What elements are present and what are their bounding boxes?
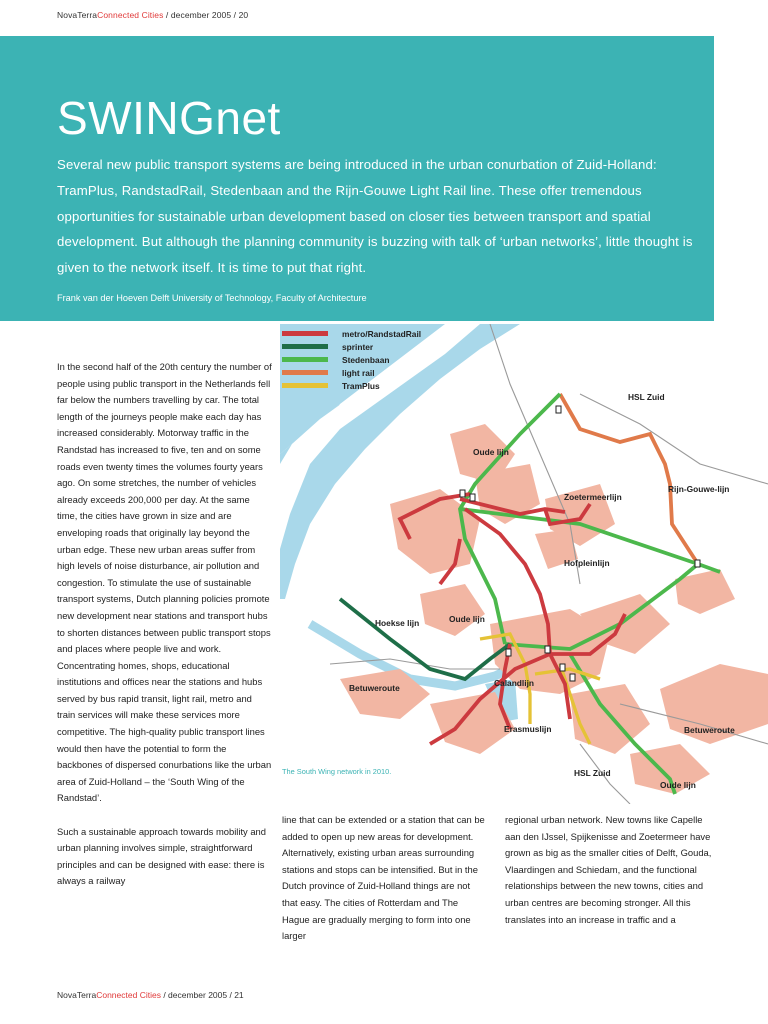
body-paragraph: line that can be extended or a station that can be added to open up new areas for development. Alternatively, existing urban areas surrounding stations and stops can be intensified. But in the Dutch province of Zuid-Holland things are not that easy. The cities of Rotterdam and The Hague are gradually merging to form into one larger [282, 814, 485, 942]
station-icon [460, 490, 465, 497]
map-label-rijn-gouwe-lijn: Rijn-Gouwe-lijn [668, 484, 730, 494]
article-lead: Several new public transport systems are being introduced in the urban conurbation of Zuid-Holland: TramPlus, RandstadRail, Stedenbaan and the Rijn-Gouwe Light Rail line. These offer tremendous opportunities for sustainable urban development based on closer ties between transport and spatial development. But although the planning community is buzzing with talk of ‘urban networks’, little thought is given to the network itself. It is time to put that right. [57, 157, 693, 276]
legend-label: sprinter [342, 342, 374, 352]
station-icon [556, 406, 561, 413]
article-title: SWINGnet [57, 92, 281, 144]
map-label-hoekse-lijn: Hoekse lijn [375, 618, 420, 628]
station-icon [570, 674, 575, 681]
legend-swatch [282, 370, 328, 375]
station-icon [470, 494, 475, 501]
legend-swatch [282, 357, 328, 362]
station-icon [560, 664, 565, 671]
body-paragraph: In the second half of the 20th century the number of people using public transport in the Netherlands fell far below the numbers travelling by car. The total length of the journeys people make each day has increased considerably. Motorway traffic in the Randstad has increased to five, ten and on some roads even twenty times the volumes fourty years ago. On some stretches, the number of vehicles already exceeds 200,000 per day. At the same time, the cities have grown in size and are enveloping roads that originally lay beyond the urban edge. These new urban areas suffer from high levels of noise disturbance, air pollution and congestion. To stimulate the use of sustainable transport systems, Dutch planning policies promote new development near stations and transport hubs to shorten distances between public transport stops and places where people live and work. Concentrating homes, shops, educational institutions and offices near the stations and hubs served by bus rapid transit, light rail, metro and train services will make these services more competitive. The high-quality public transport lines would then have the potential to form the backbones of dispersed conurbations like the urban area of Zuid-Holland – the ‘South Wing of the Randstad’. [57, 361, 272, 804]
footer-issue: / december 2005 / 21 [160, 990, 244, 1000]
map-label-calandlijn: Calandlijn [494, 678, 535, 688]
map-label-betuweroute: Betuweroute [349, 683, 400, 693]
footer-section: Connected Cities [96, 990, 161, 1000]
article-byline: Frank van der Hoeven Delft University of Technology, Faculty of Architecture [57, 293, 367, 303]
transport-map [280, 324, 768, 804]
legend-swatch [282, 344, 328, 349]
map-label-oude-lijn-mid: Oude lijn [449, 614, 485, 624]
map-label-oude-lijn-bottom: Oude lijn [660, 780, 696, 790]
map-label-erasmuslijn: Erasmuslijn [504, 724, 552, 734]
body-paragraph: Such a sustainable approach towards mobility and urban planning involves simple, straightforward principles and can be designed with ease: there is always a railway [57, 825, 266, 887]
page-footer [57, 990, 244, 1000]
map-label-hsl-zuid-bottom: HSL Zuid [574, 768, 611, 778]
map-label-zoetermeerlijn: Zoetermeerlijn [564, 492, 622, 502]
body-column-3 [505, 812, 715, 945]
map-label-oude-lijn: Oude lijn [473, 447, 509, 457]
map-label-hsl-zuid: HSL Zuid [628, 392, 665, 402]
footer-brand: NovaTerra [57, 990, 97, 1000]
station-icon [545, 646, 550, 653]
station-icon [695, 560, 700, 567]
map-caption: The South Wing network in 2010. [282, 767, 392, 776]
legend-label: light rail [342, 368, 375, 378]
legend-label: Stedenbaan [342, 355, 390, 365]
map-label-betuweroute-right: Betuweroute [684, 725, 735, 735]
map-label-hofpleinlijn: Hofpleinlijn [564, 558, 610, 568]
body-paragraph: regional urban network. New towns like Capelle aan den IJssel, Spijkenisse and Zoetermeer have grown as big as the smaller cities of Delft, Gouda, Vlaardingen and Schiedam, and the functional relationships between the new towns, cities and urban centres are becoming stronger. All this translates into an increase in traffic and a [505, 814, 712, 925]
body-column-2 [282, 812, 487, 961]
legend-swatch [282, 383, 328, 388]
page-header [57, 10, 248, 20]
transport-map-svg [280, 324, 768, 804]
header-brand: NovaTerra [57, 10, 98, 20]
header-section: Connected Cities [97, 10, 164, 20]
body-column-1 [57, 359, 272, 907]
station-icon [506, 649, 511, 656]
header-issue: / december 2005 / 20 [163, 10, 249, 20]
legend-label: metro/RandstadRail [342, 329, 422, 339]
legend-label: TramPlus [342, 381, 380, 391]
legend-swatch [282, 331, 328, 336]
